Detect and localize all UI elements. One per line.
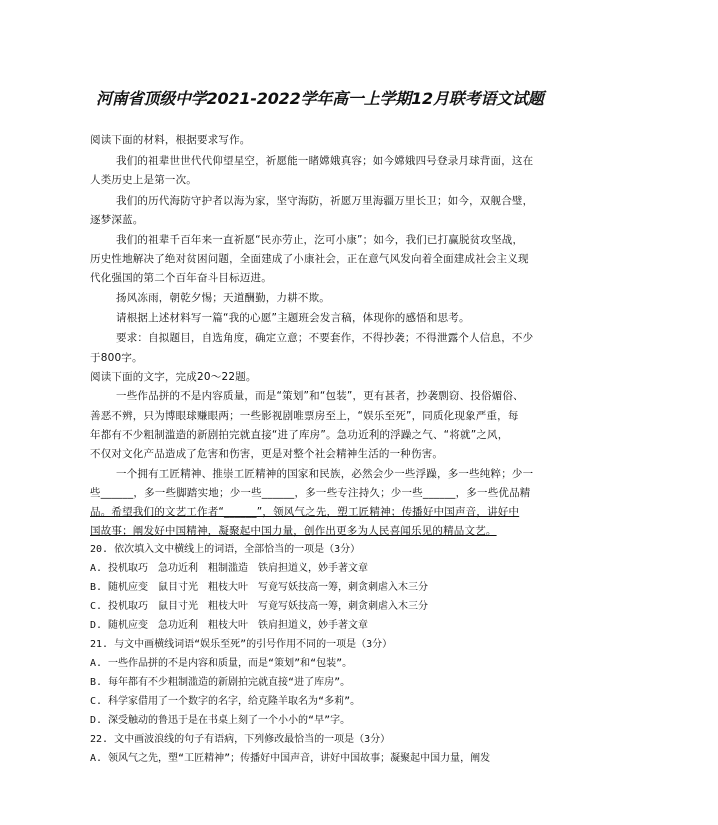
text-line: 善恶不辨，只为博眼球赚眼两；一些影视剧唯票房至上，“娱乐至死”，同质化现象严重，每 <box>90 410 519 422</box>
text-line: 年都有不少粗制滥造的新剧拍完就直接“进了库房”。急功近利的浮躁之气、“将就”之风， <box>90 429 509 441</box>
text-line: 人类历史上是第一次。 <box>90 174 197 186</box>
text-line: 我们的祖辈千百年来一直祈愿“民亦劳止，汔可小康”；如今，我们已打赢脱贫攻坚战， <box>116 234 524 246</box>
text-line: A. 一些作品拼的不是内容和质量，而是“策划”和“包装”。 <box>90 658 353 669</box>
text-line: 历史性地解决了绝对贫困问题，全面建成了小康社会，正在意气风发向着全面建成社会主义现 <box>90 253 529 265</box>
text-line: A. 投机取巧 急功近利 粗制滥造 铁肩担道义，妙手著文章 <box>90 563 369 574</box>
text-line: 一些作品拼的不是内容质量，而是“策划”和“包装”，更有甚者，抄袭剽窃、投俗媚俗、 <box>116 390 524 402</box>
text-line: B. 每年都有不少粗制滥造的新剧拍完就直接“进了库房”。 <box>90 677 351 688</box>
text-line: 20. 依次填入文中横线上的词语，全部恰当的一项是（3分） <box>90 544 361 555</box>
text-line: 代化强国的第二个百年奋斗目标迈进。 <box>90 272 272 284</box>
text-line: 请根据上述材料写一篇“我的心愿”主题班会发言稿，体现你的感悟和思考。 <box>116 312 470 324</box>
text-line: 阅读下面的材料，根据要求写作。 <box>90 134 251 146</box>
text-line: 要求：自拟题目，自选角度，确定立意；不要套作，不得抄袭；不得泄露个人信息，不少 <box>116 332 534 344</box>
text-line: C. 投机取巧 鼠目寸光 粗枝大叶 写竟写妖技高一筹，刺贪刺虐入木三分 <box>90 601 429 612</box>
text-line: 一个拥有工匠精神、推崇工匠精神的国家和民族，必然会少一些浮躁，多一些纯粹；少一 <box>116 468 534 480</box>
text-line: 22. 文中画波浪线的句子有语病，下列修改最恰当的一项是（3分） <box>90 734 391 745</box>
document-title: 河南省顶级中学2021-2022学年高一上学期12月联考语文试题 <box>96 89 544 108</box>
text-line: 逐梦深蓝。 <box>90 214 144 226</box>
text-line: 我们的历代海防守护者以海为家，坚守海防，祈愿万里海疆万里长卫；如今，双舰合璧， <box>116 195 534 207</box>
text-line: B. 随机应变 鼠目寸光 粗枝大叶 写竟写妖技高一筹，刺贪刺虐入木三分 <box>90 582 429 593</box>
text-line: 些______，多一些脚踏实地；少一些______，多一些专注持久；少一些______，多一些优品精 <box>90 487 531 499</box>
text-line: 不仅对文化产品造成了危害和伤害，更是对整个社会精神生活的一种伤害。 <box>90 448 444 460</box>
text-line: 于800字。 <box>90 352 143 364</box>
text-line: 品。希望我们的文艺工作者“______”，领风气之先，塑工匠精神；传播好中国声音，讲好中 <box>90 506 520 518</box>
text-line: 阅读下面的文字，完成20～22题。 <box>90 371 257 383</box>
text-line: A. 领风气之先，塑“工匠精神”；传播好中国声音，讲好中国故事；凝聚起中国力量，阐发 <box>90 753 491 764</box>
text-line: D. 深受触动的鲁迅于是在书桌上刻了一个小小的“早”字。 <box>90 715 351 726</box>
text-line: C. 科学家借用了一个数字的名字，给克隆羊取名为“多莉”。 <box>90 696 361 707</box>
text-line: 扬风冻雨，朝乾夕惕；天道酬勤，力耕不欺。 <box>116 292 330 304</box>
text-line: 国故事；阐发好中国精神，凝聚起中国力量，创作出更多为人民喜闻乐见的精品文艺。 <box>90 525 497 537</box>
text-line: 21. 与文中画横线词语“娱乐至死”的引号作用不同的一项是（3分） <box>90 639 393 650</box>
text-line: 我们的祖辈世世代代仰望星空，祈愿能一睹嫦娥真容；如今嫦娥四号登录月球背面，这在 <box>116 155 534 167</box>
text-line: D. 随机应变 急功近利 粗枝大叶 铁肩担道义，妙手著文章 <box>90 620 369 631</box>
